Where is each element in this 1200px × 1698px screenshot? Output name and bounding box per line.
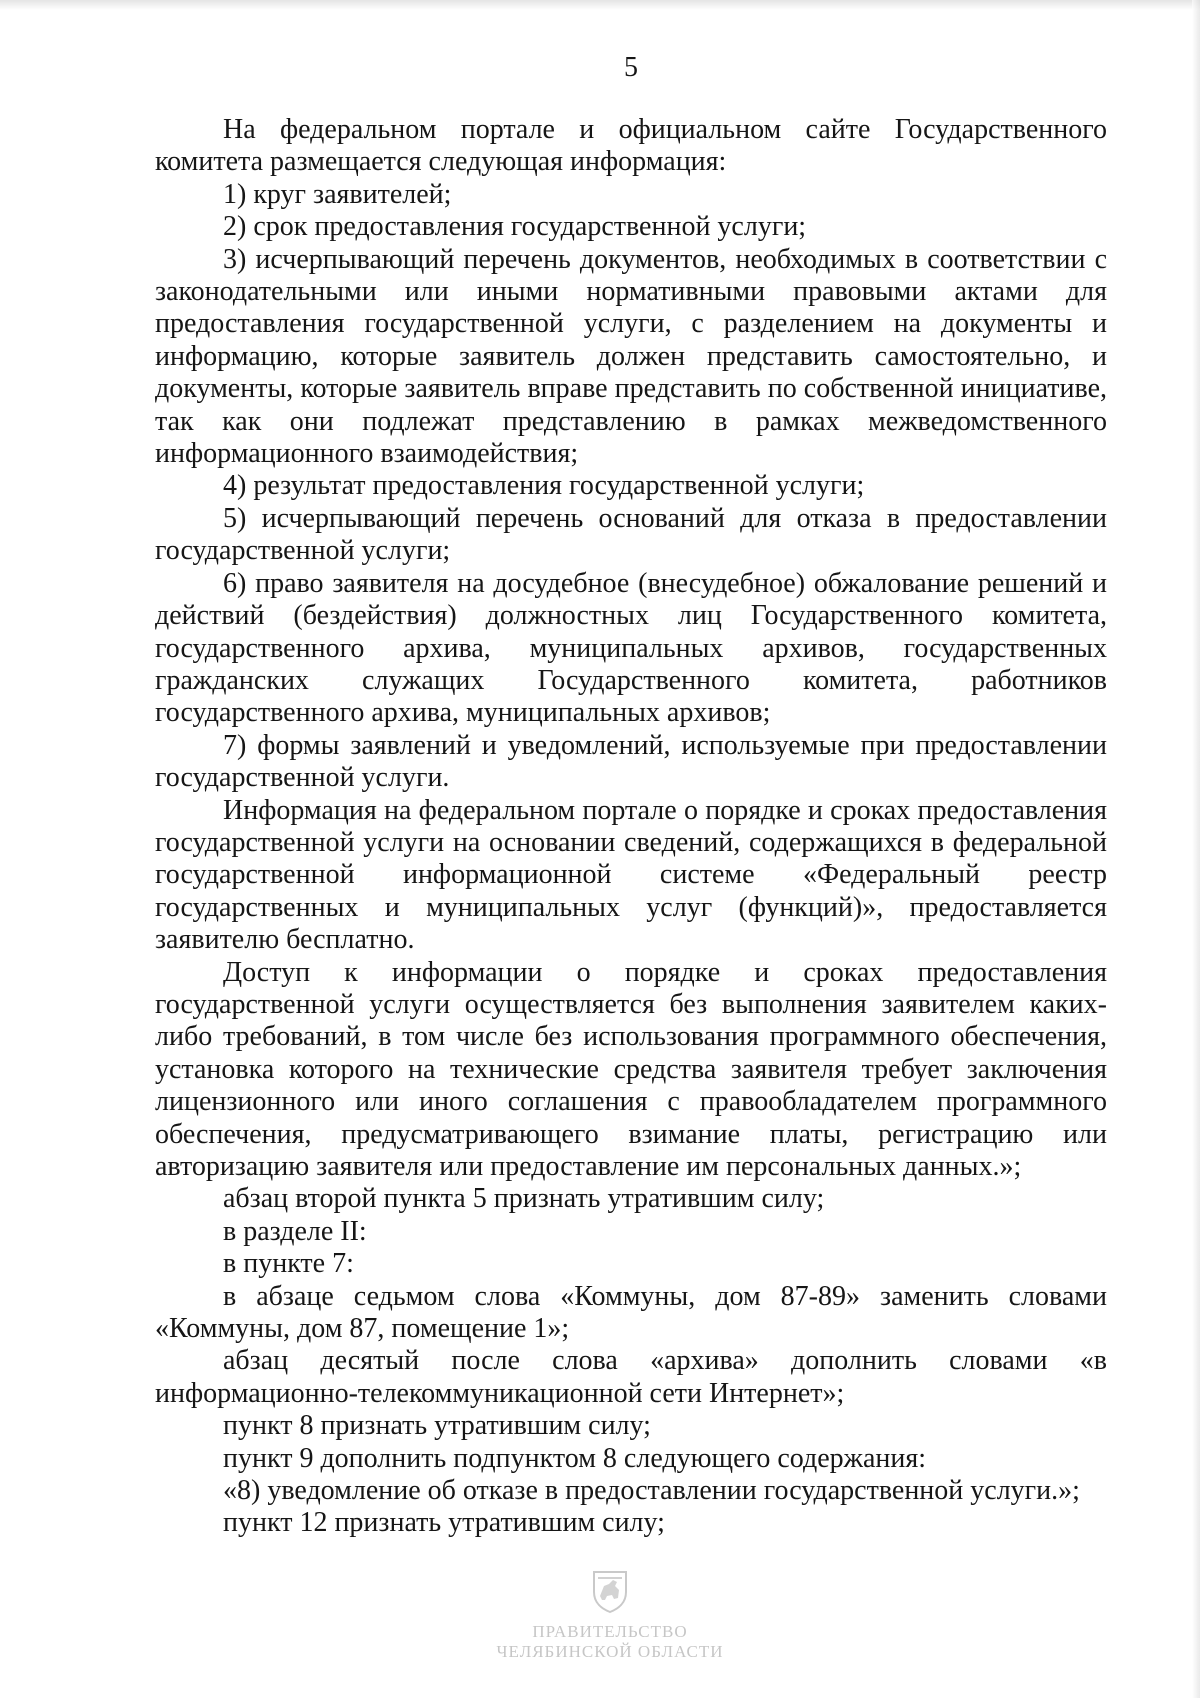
paragraph-federal-portal-info: Информация на федеральном портале о порядке и сроках предоставления государственной услуги на основании сведений, содержащихся в федеральной государственной информационной системе «Федеральный реестр государственных и муниципальных услуг (функций)», предоставляется заявителю бесплатно. <box>155 794 1107 956</box>
document-page <box>155 52 1107 1540</box>
paragraph-intro: На федеральном портале и официальном сайте Государственного комитета размещается следующая информация: <box>155 114 1107 178</box>
government-watermark-stamp <box>480 1568 740 1662</box>
stamp-line-1: ПРАВИТЕЛЬСТВО <box>532 1622 688 1641</box>
stamp-line-2: ЧЕЛЯБИНСКОЙ ОБЛАСТИ <box>496 1642 724 1661</box>
amendment-item: абзац десятый после слова «архива» дополнить словами «в информационно-телекоммуникационной сети Интернет»; <box>155 1345 1107 1409</box>
list-item-refusal-grounds: 5) исчерпывающий перечень оснований для отказа в предоставлении государственной услуги; <box>155 502 1107 567</box>
regional-coat-of-arms-icon <box>590 1568 630 1614</box>
list-item-document-list: 3) исчерпывающий перечень документов, необходимых в соответствии с законодательными или иными нормативными правовыми актами для предоставления государственной услуги, с разделением на документы и информацию, которые заявитель должен представить самостоятельно, и документы, которые заявитель вправе представить по собственной инициативе, так как они подлежат представлению в рамках межведомственного информационного взаимодействия; <box>155 243 1107 470</box>
page-number: 5 <box>624 52 638 83</box>
amendment-item: абзац второй пункта 5 признать утратившим силу; <box>223 1183 825 1215</box>
list-item-forms: 7) формы заявлений и уведомлений, используемые при предоставлении государственной услуги. <box>155 729 1107 794</box>
scan-edge-right <box>1192 0 1200 1698</box>
list-item-applicants: 1) круг заявителей; <box>223 178 452 210</box>
list-item-service-result: 4) результат предоставления государственной услуги; <box>223 470 865 502</box>
amendment-item: «8) уведомление об отказе в предоставлении государственной услуги.»; <box>223 1475 1080 1507</box>
list-item-appeal-right: 6) право заявителя на досудебное (внесудебное) обжалование решений и действий (бездействия) должностных лиц Государственного комитета, государственного архива, муниципальных архивов, государственных гражданских служащих Государственного комитета, работников государственного архива, муниципальных архивов; <box>155 567 1107 729</box>
amendment-item: в разделе II: <box>223 1215 367 1247</box>
scan-edge-top <box>0 0 1200 10</box>
amendment-item: в абзаце седьмом слова «Коммуны, дом 87-89» заменить словами «Коммуны, дом 87, помещение 1»; <box>155 1280 1107 1345</box>
amendment-item: пункт 9 дополнить подпунктом 8 следующего содержания: <box>223 1442 927 1474</box>
amendment-item: в пункте 7: <box>223 1248 354 1280</box>
amendment-item: пункт 8 признать утратившим силу; <box>223 1410 651 1442</box>
amendment-item: пункт 12 признать утратившим силу; <box>223 1507 665 1539</box>
paragraph-access-info: Доступ к информации о порядке и сроках предоставления государственной услуги осуществляется без выполнения заявителем каких-либо требований, в том числе без использования программного обеспечения, установка которого на технические средства заявителя требует заключения лицензионного или иного соглашения с правообладателем программного обеспечения, предусматривающего взимание платы, регистрацию или авторизацию заявителя или предоставление им персональных данных.»; <box>155 956 1107 1182</box>
list-item-service-term: 2) срок предоставления государственной услуги; <box>223 211 807 243</box>
